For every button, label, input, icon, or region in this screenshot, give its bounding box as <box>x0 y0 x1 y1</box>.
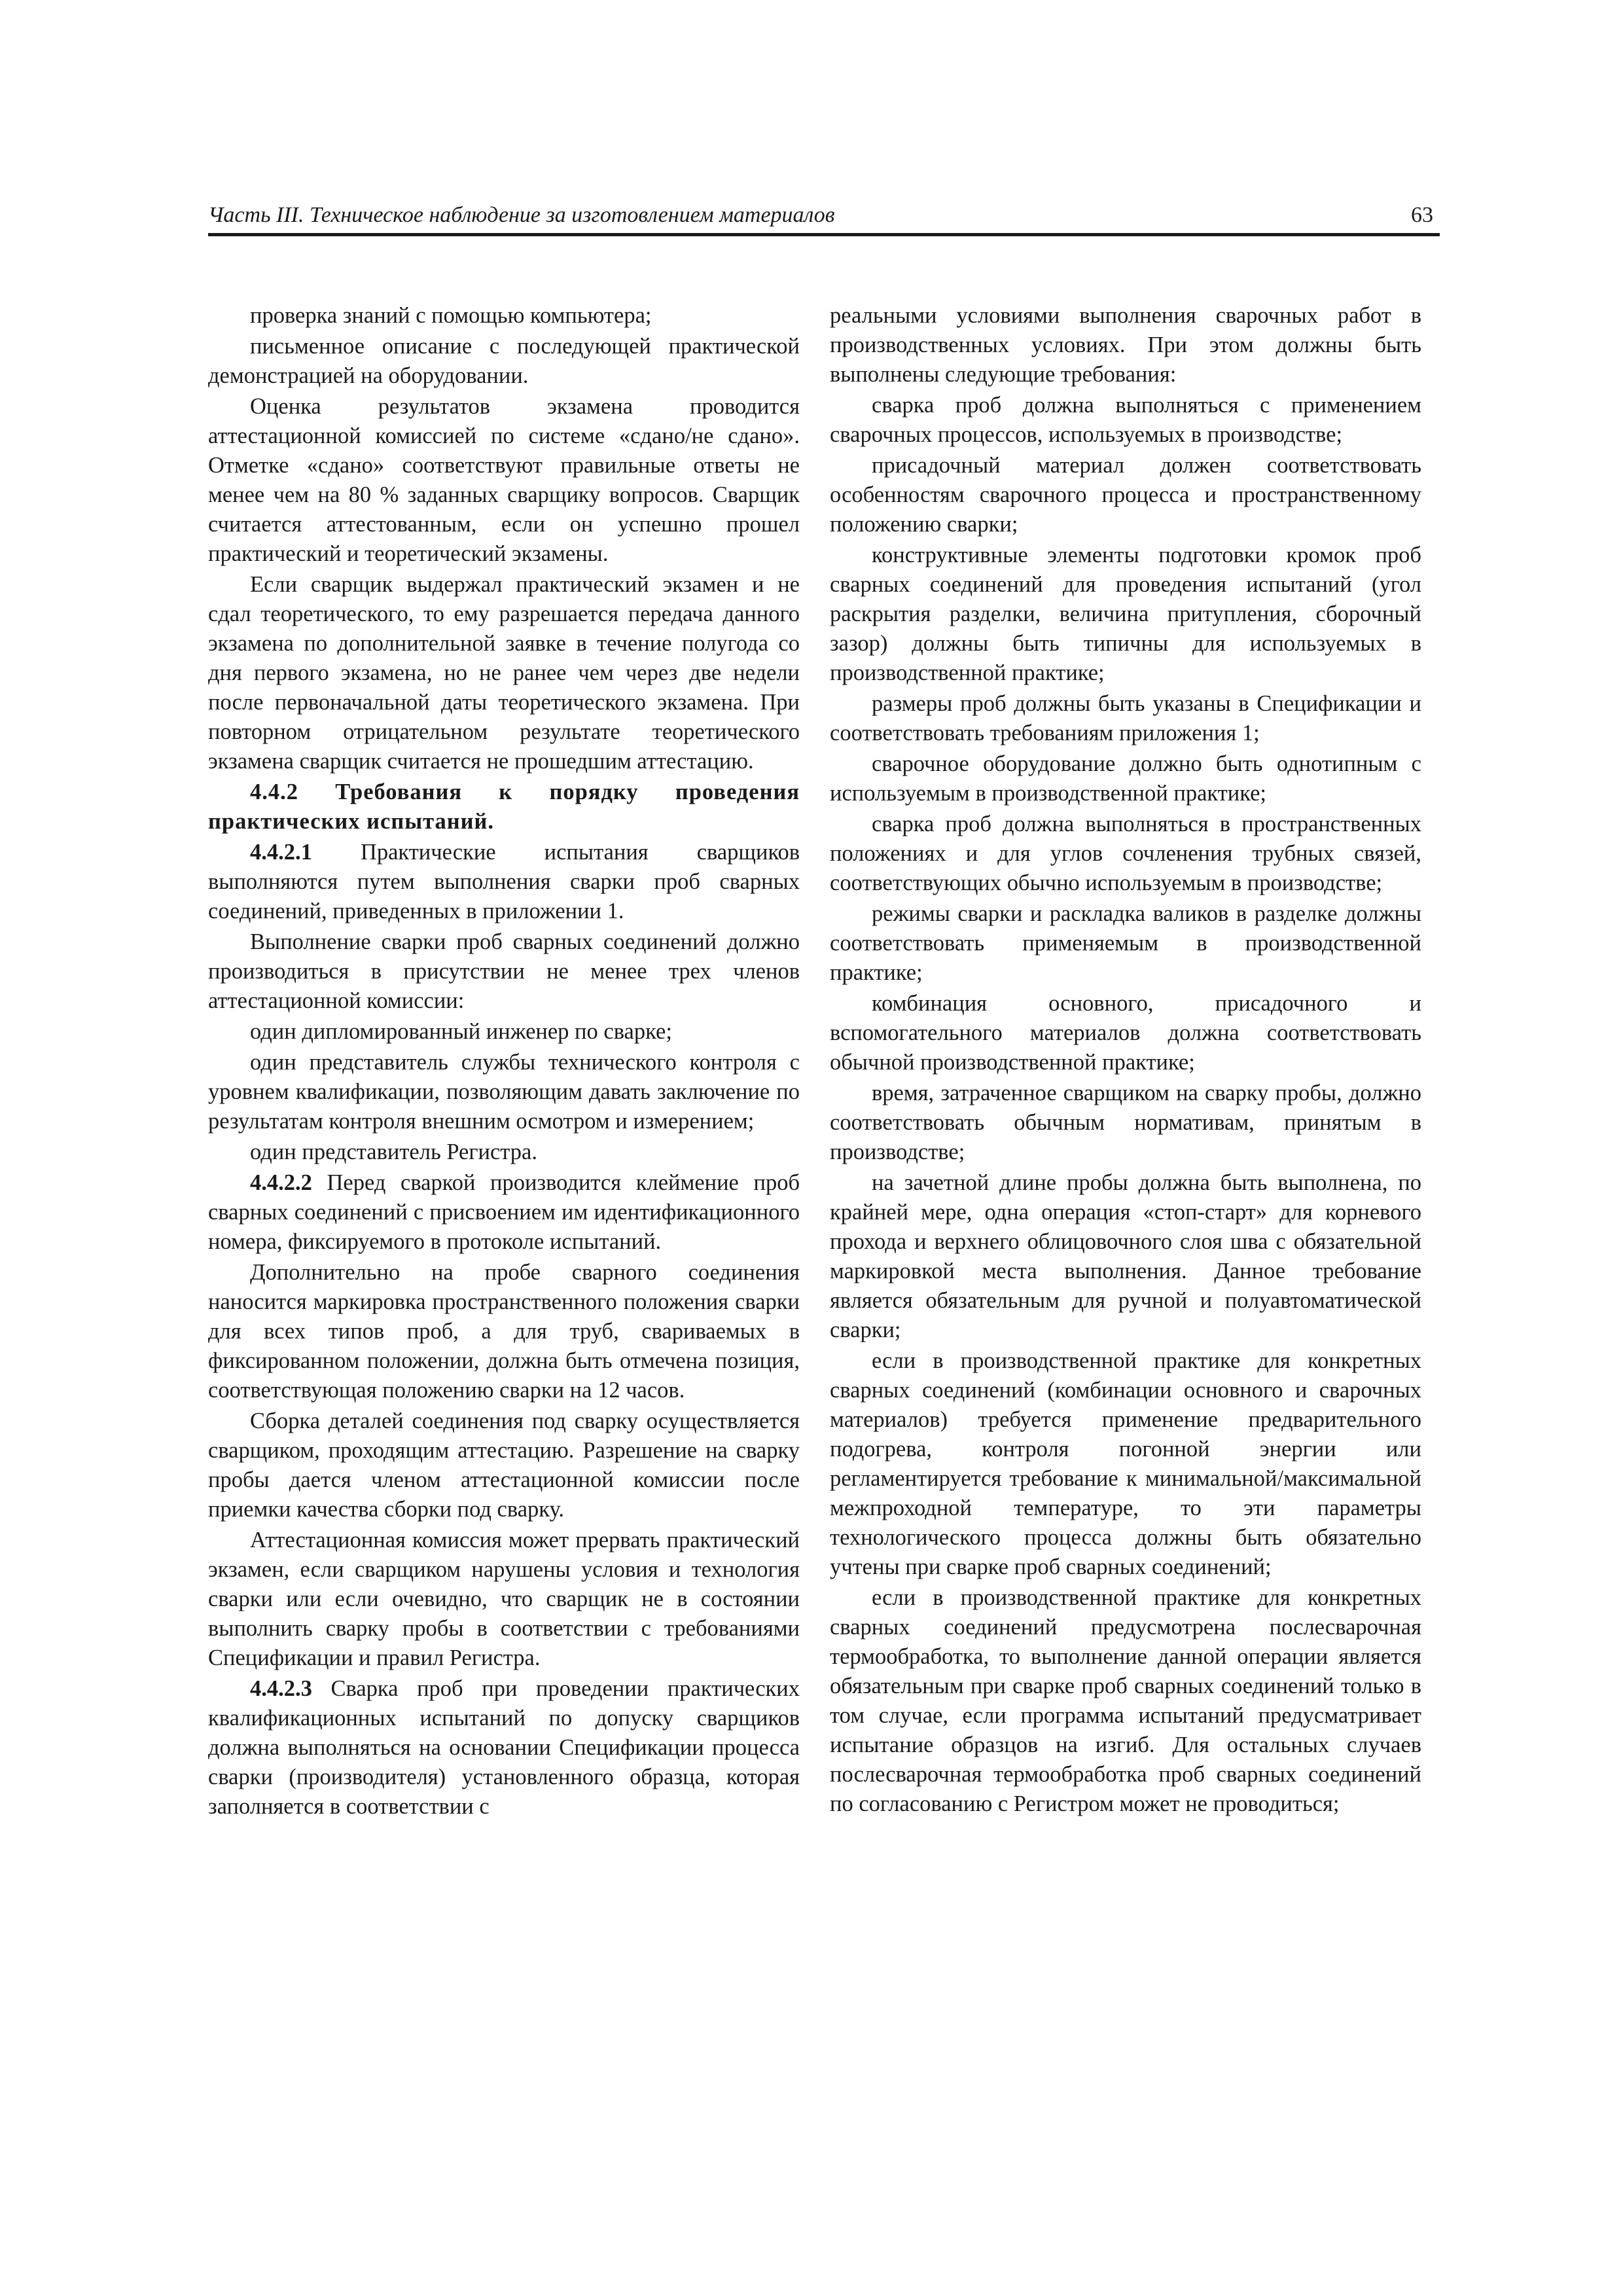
clause-text: Сварка проб при проведении практических квалификационных испытаний по допуску сварщиков должна выполняться на основании Спецификации процесса сварки (производителя) установленного образца, которая заполняется в соответствии с <box>208 1676 800 1819</box>
list-item: время, затраченное сварщиком на сварку пробы, должно соответствовать обычным нормативам, принятым в производстве; <box>830 1081 1421 1164</box>
clause-number: 4.4.2.2 <box>250 1170 312 1195</box>
running-header <box>208 190 1440 236</box>
clause-number: 4.4.2.1 <box>250 840 312 865</box>
clause-4-4-2-2 <box>208 1168 800 1257</box>
list-item: на зачетной длине пробы должна быть выполнена, по крайней мере, одна операция «стоп-старт» для корневого прохода и верхнего облицовочного слоя шва с обязательной маркировкой места выполнения. Данное требование является обязательным для ручной и полуавтоматической сварки; <box>830 1170 1421 1342</box>
clause-4-4-2-3 <box>208 1674 800 1821</box>
paragraph: Оценка результатов экзамена проводится аттестационной комиссией по системе «сдано/не сдано». Отметке «сдано» соответствуют правильные ответы не менее чем на 80 % заданных сварщику вопросов. Сварщик считается аттестованным, если он успешно прошел практический и теоретический экзамены. <box>208 394 800 566</box>
paragraph: один дипломированный инженер по сварке; <box>250 1019 672 1044</box>
paragraph: проверка знаний с помощью компьютера; <box>250 303 652 328</box>
list-item: сварка проб должна выполняться в пространственных положениях и для углов сочленения трубных связей, соответствующих обычно используемым в производстве; <box>830 812 1421 895</box>
list-item: размеры проб должны быть указаны в Спецификации и соответствовать требованиям приложения 1; <box>830 691 1421 745</box>
section-heading-4-4-2: 4.4.2 Требования к порядку проведения практических испытаний. <box>208 780 800 834</box>
paragraph: Выполнение сварки проб сварных соединений должно производиться в присутствии не менее трех членов аттестационной комиссии: <box>208 929 800 1013</box>
page-number: 63 <box>1411 203 1433 227</box>
list-item: режимы сварки и раскладка валиков в разделке должны соответствовать применяемым в производственной практике; <box>830 901 1421 985</box>
list-item: сварка проб должна выполняться с применением сварочных процессов, используемых в производстве; <box>830 393 1421 447</box>
list-item: если в производственной практике для конкретных сварных соединений (комбинации основного и сварочных материалов) требуется применение предварительного подогрева, контроля погонной энергии или регламентируется требование к минимальной/максимальной межпроходной температуре, то эти параметры технологического процесса должны быть обязательно учтены при сварке проб сварных соединений; <box>830 1348 1421 1579</box>
paragraph: Если сварщик выдержал практический экзамен и не сдал теоретического, то ему разрешается передача данного экзамена по дополнительной заявке в течение полугода со дня первого экзамена, но не ранее чем через две недели после первоначальной даты теоретического экзамена. При повторном отрицательном результате теоретического экзамена сварщик считается не прошедшим аттестацию. <box>208 572 800 774</box>
list-item: присадочный материал должен соответствовать особенностям сварочного процесса и пространственному положению сварки; <box>830 453 1421 537</box>
paragraph: Аттестационная комиссия может прервать практический экзамен, если сварщиком нарушены условия и технология сварки или если очевидно, что сварщик не в состоянии выполнить сварку пробы в соответствии с требованиями Спецификации и правил Регистра. <box>208 1528 800 1670</box>
list-item: сварочное оборудование должно быть однотипным с используемым в производственной практике; <box>830 751 1421 806</box>
right-column <box>830 301 1421 1820</box>
clause-text: Перед сваркой производится клеймение проб сварных соединений с присвоением им идентификационного номера, фиксируемого в протоколе испытаний. <box>208 1170 800 1254</box>
clause-4-4-2-1 <box>208 838 800 926</box>
left-column <box>208 301 800 1823</box>
clause-number: 4.4.2.3 <box>250 1676 312 1701</box>
paragraph: один представитель Регистра. <box>250 1139 537 1164</box>
paragraph: письменное описание с последующей практической демонстрацией на оборудовании. <box>208 334 800 388</box>
paragraph: один представитель службы технического контроля с уровнем квалификации, позволяющим давать заключение по результатам контроля внешним осмотром и измерением; <box>208 1050 800 1134</box>
paragraph: Дополнительно на пробе сварного соединения наносится маркировка пространственного положения сварки для всех типов проб, а для труб, свариваемых в фиксированном положении, должна быть отмечена позиция, соответствующая положению сварки на 12 часов. <box>208 1260 800 1403</box>
header-title: Часть III. Техническое наблюдение за изготовлением материалов <box>208 203 835 227</box>
list-item: конструктивные элементы подготовки кромок проб сварных соединений для проведения испытаний (угол раскрытия разделки, величина притупления, сборочный зазор) должны быть типичны для используемых в производственной практике; <box>830 543 1421 685</box>
list-item: если в производственной практике для конкретных сварных соединений предусмотрена послесварочная термообработка, то выполнение данной операции является обязательным при сварке проб сварных соединений только в том случае, если программа испытаний предусматривает испытание образцов на изгиб. Для остальных случаев послесварочная термообработка проб сварных соединений по согласованию с Регистром может не проводиться; <box>830 1585 1421 1816</box>
paragraph-continued: реальными условиями выполнения сварочных работ в производственных условиях. При этом должны быть выполнены следующие требования: <box>830 303 1421 387</box>
list-item: комбинация основного, присадочного и вспомогательного материалов должна соответствовать обычной производственной практике; <box>830 991 1421 1075</box>
paragraph: Сборка деталей соединения под сварку осуществляется сварщиком, проходящим аттестацию. Разрешение на сварку пробы дается членом аттестационной комиссии после приемки качества сборки под сварку. <box>208 1408 800 1522</box>
clause-text: Практические испытания сварщиков выполняются путем выполнения сварки проб сварных соединений, приведенных в приложении 1. <box>208 840 800 924</box>
